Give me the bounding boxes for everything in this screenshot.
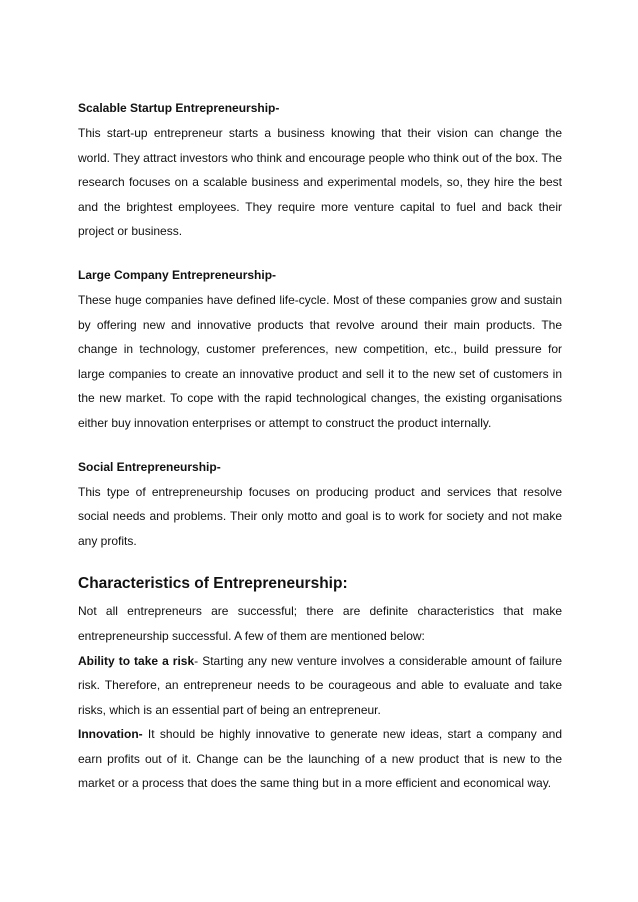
large-company-heading: Large Company Entrepreneurship- xyxy=(78,267,277,282)
document-page xyxy=(78,95,562,796)
scalable-startup-paragraph: This start-up entrepreneur starts a business knowing that their vision can change the world. They attract investors who think and encourage people who think out of the box. The research focuses on a scalable business and experimental models, so, they hire the best and the brightest employees. They require more venture capital to fuel and back their project or business. xyxy=(78,126,562,239)
characteristics-title: Characteristics of Entrepreneurship: xyxy=(78,575,348,593)
social-entrepreneurship-heading: Social Entrepreneurship- xyxy=(78,459,221,474)
scalable-startup-heading: Scalable Startup Entrepreneurship- xyxy=(78,101,280,115)
characteristic-innovation xyxy=(78,722,562,796)
characteristics-intro: Not all entrepreneurs are successful; there are definite characteristics that make entrepreneurship successful. A few of them are mentioned below: xyxy=(78,604,562,643)
large-company-paragraph: These huge companies have defined life-cycle. Most of these companies grow and sustain by offering new and innovative products that revolve around their main products. The change in technology, customer preferences, new competition, etc., build pressure for large companies to create an innovative product and sell it to the new set of customers in the new market. To cope with the rapid technological changes, the existing organisations either buy innovation enterprises or attempt to construct the product internally. xyxy=(78,292,562,430)
section-spacer xyxy=(78,436,562,454)
section-spacer xyxy=(78,244,562,262)
characteristic-innovation-text: It should be highly innovative to generate new ideas, start a company and earn profits out of it. Change can be the launching of a new product that is new to the market or a process that does the same thing but in a more efficient and economical way. xyxy=(78,727,562,791)
characteristic-innovation-label: Innovation- xyxy=(78,727,143,742)
section-spacer xyxy=(78,553,562,571)
characteristic-risk-text: - Starting any new venture involves a considerable amount of failure risk. Therefore, an entrepreneur needs to be courageous and able to evaluate and take risks, which is an essential part of being an entrepreneur. xyxy=(78,653,563,717)
social-entrepreneurship-paragraph: This type of entrepreneurship focuses on producing product and services that resolve social needs and problems. Their only motto and goal is to work for society and not make any profits. xyxy=(78,484,562,548)
characteristic-risk-label: Ability to take a risk xyxy=(78,653,195,668)
characteristic-risk xyxy=(78,649,562,723)
